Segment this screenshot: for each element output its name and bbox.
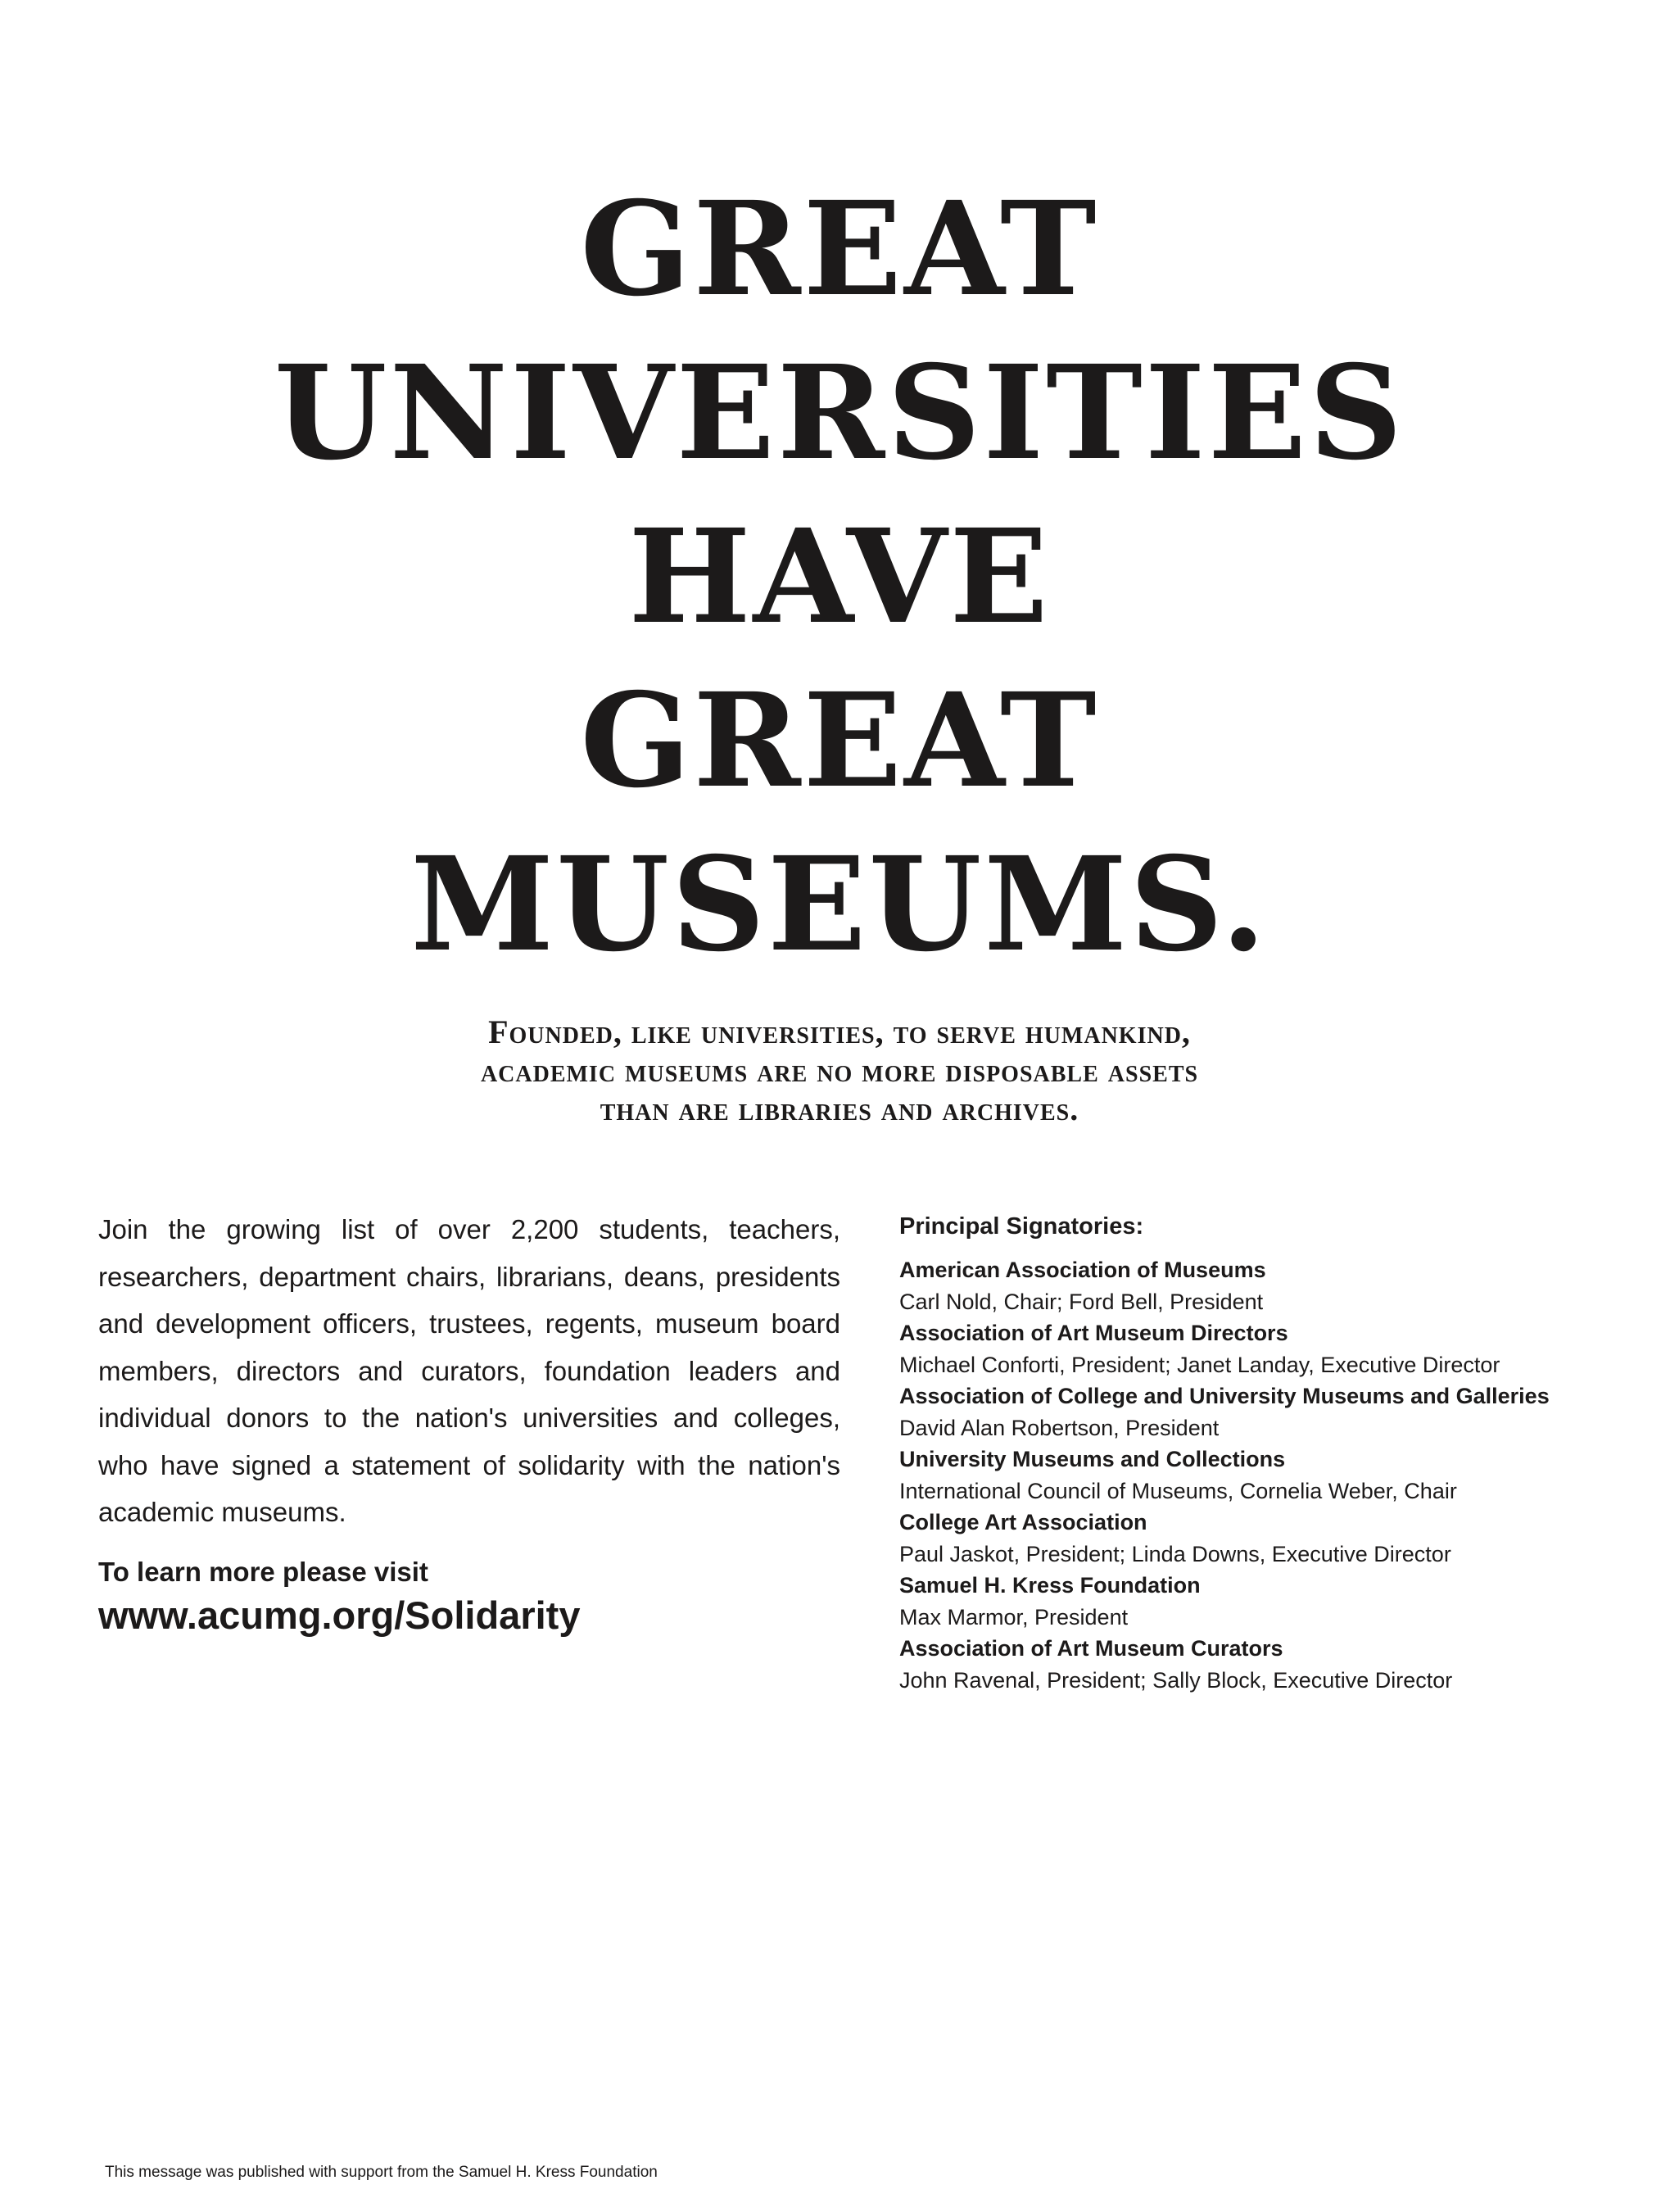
learn-more-label: To learn more please visit	[98, 1556, 428, 1587]
signatory-people: Carl Nold, Chair; Ford Bell, President	[899, 1289, 1264, 1314]
footer-credit: This message was published with support from the Samuel H. Kress Foundation	[105, 2164, 658, 2181]
signatory-people: Paul Jaskot, President; Linda Downs, Executive Director	[899, 1541, 1451, 1566]
headline-line: UNIVERSITIES	[274, 338, 1405, 489]
headline-line: GREAT	[580, 665, 1099, 817]
signatory-entry	[899, 1317, 1620, 1380]
signatory-organization: College Art Association	[899, 1510, 1147, 1534]
signatory-people: David Alan Robertson, President	[899, 1415, 1220, 1440]
signatory-organization: Association of Art Museum Directors	[899, 1321, 1288, 1345]
headline-line: MUSEUMS.	[410, 829, 1269, 981]
signatory-organization: University Museums and Collections	[899, 1447, 1286, 1471]
signatory-people: John Ravenal, President; Sally Block, Executive Director	[899, 1667, 1453, 1693]
signatory-entry	[899, 1254, 1620, 1317]
signatory-organization: Association of College and University Museums and Galleries	[899, 1384, 1550, 1408]
headline-line: HAVE	[628, 501, 1051, 653]
signatories-column	[899, 1210, 1620, 1696]
signatory-entry	[899, 1570, 1620, 1633]
signatory-people: Max Marmor, President	[899, 1604, 1129, 1630]
signatory-people: Michael Conforti, President; Janet Landay, Executive Director	[899, 1352, 1500, 1377]
solidarity-paragraph: Join the growing list of over 2,200 students, teachers, researchers, department chairs, librarians, deans, presidents and development officers, trustees, regents, museum board members, directors and curators, foundation leaders and individual donors to the nation's universities and colleges, who have signed a statement of solidarity with the nation's academic museums.	[98, 1214, 840, 1527]
call-to-action-column	[98, 1206, 840, 1639]
headline-line: GREAT	[580, 174, 1099, 325]
solidarity-url-link[interactable]: www.acumg.org/Solidarity	[98, 1593, 581, 1637]
subheadline-line: academic museums are no more disposable assets	[480, 1052, 1199, 1089]
signatory-entry	[899, 1444, 1620, 1507]
signatory-people: International Council of Museums, Cornelia Weber, Chair	[899, 1478, 1457, 1503]
signatory-entry	[899, 1380, 1620, 1444]
subheadline	[0, 1013, 1679, 1128]
signatory-organization: Association of Art Museum Curators	[899, 1636, 1283, 1661]
signatory-organization: Samuel H. Kress Foundation	[899, 1573, 1201, 1598]
subheadline-line: than are libraries and archives.	[600, 1090, 1079, 1127]
signatory-entry	[899, 1633, 1620, 1696]
signatory-organization: American Association of Museums	[899, 1258, 1266, 1282]
signatory-entry	[899, 1507, 1620, 1570]
headline	[0, 168, 1679, 987]
subheadline-line: Founded, like universities, to serve humankind,	[488, 1013, 1191, 1050]
signatories-heading: Principal Signatories:	[899, 1213, 1144, 1240]
